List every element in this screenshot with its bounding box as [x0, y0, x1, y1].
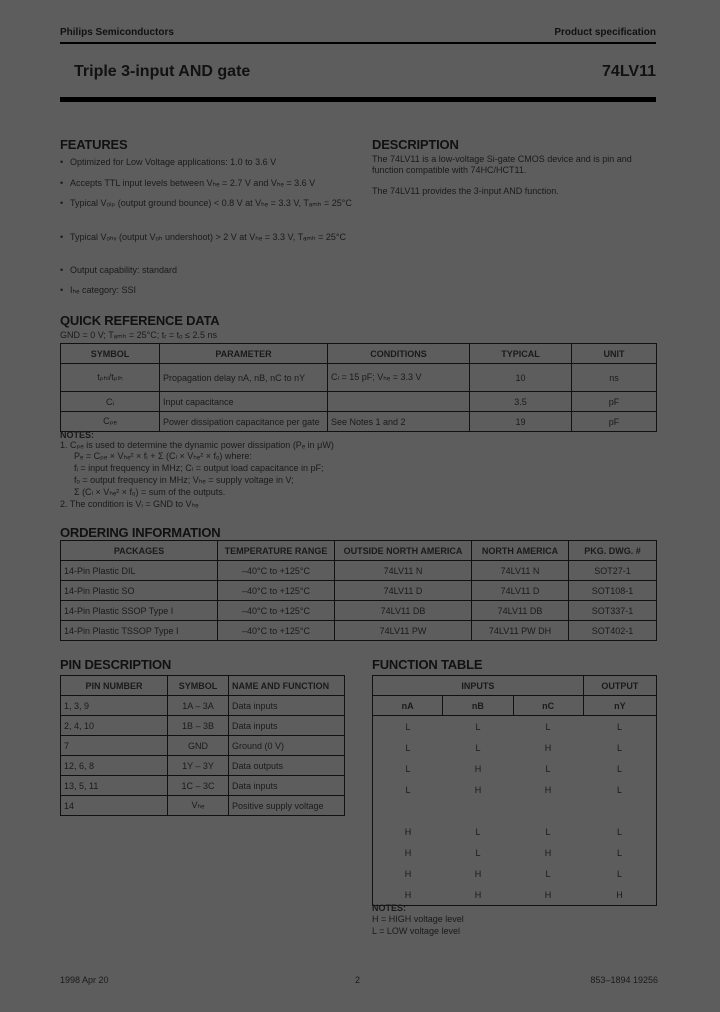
- feature-item: • Optimized for Low Voltage applications: 1.0 to 3.6 V: [70, 157, 355, 168]
- pin-desc-table: [60, 675, 345, 816]
- feature-item: • Typical Vₒₕᵥ (output Vₒₕ undershoot) > 2 V at Vₕₑ = 3.3 V, Tₐₘₕ = 25°C: [70, 232, 355, 243]
- cell: 74LV11 D: [472, 581, 569, 601]
- column-header: nB: [443, 696, 513, 716]
- cell: 74LV11 PW DH: [472, 621, 569, 641]
- table-header-row: [61, 676, 345, 696]
- quick-ref-note: Σ (Cₗ × Vₕₑ² × fₒ) = sum of the outputs.: [74, 487, 226, 497]
- description-heading: DESCRIPTION: [372, 137, 459, 152]
- cell: 2, 4, 10: [61, 716, 168, 736]
- cell: 1C – 3C: [168, 776, 229, 796]
- cell: See Notes 1 and 2: [328, 412, 470, 432]
- footer-date: 1998 Apr 20: [60, 975, 109, 985]
- feature-item: • Iₕₑ category: SSI: [70, 285, 355, 296]
- quick-ref-table: [60, 343, 657, 432]
- cell: 74LV11 PW: [335, 621, 472, 641]
- cell: L: [545, 721, 551, 732]
- table-row: [61, 736, 345, 756]
- cell: L: [545, 826, 551, 837]
- table-row: [61, 696, 345, 716]
- table-body: [373, 716, 657, 906]
- doc-type: Product specification: [554, 27, 656, 38]
- column-header: SYMBOL: [61, 344, 160, 364]
- table-row: [61, 581, 657, 601]
- title-rule: [60, 97, 656, 102]
- table-header-row: [373, 676, 657, 696]
- cell: 13, 5, 11: [61, 776, 168, 796]
- quick-ref-note: 2. The condition is Vᵢ = GND to Vₕₑ: [60, 499, 199, 509]
- function-note: L = LOW voltage level: [372, 926, 460, 936]
- column-header: PARAMETER: [160, 344, 328, 364]
- cell: H: [474, 868, 482, 879]
- table-row: [61, 776, 345, 796]
- quick-ref-note: Pₑ = Cₚₑ × Vₕₑ² × fᵢ + Σ (Cₗ × Vₕₑ² × fₒ) where:: [74, 451, 252, 461]
- cell: H: [616, 889, 623, 900]
- cell: L: [475, 742, 481, 753]
- quick-ref-note: fₒ = output frequency in MHz; Vₕₑ = supply voltage in V;: [74, 475, 294, 485]
- cell: H: [404, 889, 412, 900]
- cell: 19: [470, 412, 572, 432]
- cell: H: [544, 742, 552, 753]
- cell: Cᵢ: [61, 392, 160, 412]
- cell: tₚₕₗ/tₚₗₕ: [61, 364, 160, 392]
- cell: 3.5: [470, 392, 572, 412]
- cell: H: [544, 847, 552, 858]
- column-header: nC: [513, 696, 583, 716]
- footer-page-number: 2: [355, 975, 361, 985]
- feature-item: • Typical Vₒₗₚ (output ground bounce) < 0.8 V at Vₕₑ = 3.3 V, Tₐₘₕ = 25°C: [70, 198, 355, 209]
- table-header-row: [61, 344, 657, 364]
- cell: H: [474, 784, 482, 795]
- column-header: nA: [373, 696, 443, 716]
- cell: 14-Pin Plastic TSSOP Type I: [61, 621, 218, 641]
- column-header: PIN NUMBER: [61, 676, 168, 696]
- cell: pF: [572, 412, 657, 432]
- feature-item: • Accepts TTL input levels between Vₕₑ = 2.7 V and Vₕₑ = 3.6 V: [70, 178, 355, 189]
- cell: 12, 6, 8: [61, 756, 168, 776]
- inputs-group-header: INPUTS: [373, 676, 584, 696]
- cell: 14-Pin Plastic SO: [61, 581, 218, 601]
- column-header: UNIT: [572, 344, 657, 364]
- cell: 74LV11 DB: [472, 601, 569, 621]
- column-header: PKG. DWG. #: [569, 541, 657, 561]
- cell: Cₚₑ: [61, 412, 160, 432]
- description-p1: The 74LV11 is a low-voltage Si-gate CMOS device and is pin and function compatible with 74HC/HCT11.: [372, 154, 632, 175]
- cell: H: [404, 847, 412, 858]
- column-header: TYPICAL: [470, 344, 572, 364]
- table-header-row: [61, 541, 657, 561]
- column-header: NAME AND FUNCTION: [229, 676, 345, 696]
- quick-ref-conditions: GND = 0 V; Tₐₘₕ = 25°C; tᵣ = tₒ ≤ 2.5 ns: [60, 330, 217, 340]
- function-notes-title: NOTES:: [372, 903, 407, 913]
- cell: L: [616, 742, 622, 753]
- cell: Data outputs: [229, 756, 345, 776]
- cell: Vₕₑ: [168, 796, 229, 816]
- cell: SOT337-1: [569, 601, 657, 621]
- column-header: CONDITIONS: [328, 344, 470, 364]
- cell: 74LV11 N: [335, 561, 472, 581]
- cell: L: [616, 721, 622, 732]
- table-row: [61, 601, 657, 621]
- cell: 1Y – 3Y: [168, 756, 229, 776]
- quick-ref-heading: QUICK REFERENCE DATA: [60, 313, 220, 328]
- cell: ns: [572, 364, 657, 392]
- cell: Power dissipation capacitance per gate: [160, 412, 328, 432]
- cell: L: [616, 868, 622, 879]
- function-table-heading: FUNCTION TABLE: [372, 657, 483, 672]
- cell: 14: [61, 796, 168, 816]
- footer-doc-code: 853–1894 19256: [590, 975, 658, 985]
- cell: H: [544, 889, 552, 900]
- table-row: [61, 756, 345, 776]
- table-header-row: [373, 696, 657, 716]
- function-table-body: [373, 716, 657, 906]
- cell: Positive supply voltage: [229, 796, 345, 816]
- ordering-heading: ORDERING INFORMATION: [60, 525, 221, 540]
- cell: –40°C to +125°C: [218, 561, 335, 581]
- cell: –40°C to +125°C: [218, 581, 335, 601]
- table-row: [61, 364, 657, 392]
- cell: Cₗ = 15 pF; Vₕₑ = 3.3 V: [328, 364, 470, 392]
- table-row: [61, 621, 657, 641]
- cell: L: [405, 784, 411, 795]
- cell: L: [616, 826, 622, 837]
- cell: SOT108-1: [569, 581, 657, 601]
- cell: 1B – 3B: [168, 716, 229, 736]
- cell: L: [405, 721, 411, 732]
- cell: H: [474, 763, 482, 774]
- column-header: PACKAGES: [61, 541, 218, 561]
- cell: H: [404, 826, 412, 837]
- cell: L: [405, 742, 411, 753]
- cell: L: [616, 847, 622, 858]
- cell: GND: [168, 736, 229, 756]
- cell: Ground (0 V): [229, 736, 345, 756]
- cell: SOT402-1: [569, 621, 657, 641]
- cell: H: [474, 889, 482, 900]
- cell: L: [405, 763, 411, 774]
- cell: Data inputs: [229, 696, 345, 716]
- company-name: Philips Semiconductors: [60, 27, 174, 38]
- cell: –40°C to +125°C: [218, 601, 335, 621]
- cell: 74LV11 D: [335, 581, 472, 601]
- table-row: [61, 796, 345, 816]
- pin-desc-heading: PIN DESCRIPTION: [60, 657, 172, 672]
- cell: 7: [61, 736, 168, 756]
- cell: 74LV11 DB: [335, 601, 472, 621]
- cell: Data inputs: [229, 776, 345, 796]
- cell: Input capacitance: [160, 392, 328, 412]
- table-row: [61, 412, 657, 432]
- header-rule: [60, 42, 656, 44]
- cell: 74LV11 N: [472, 561, 569, 581]
- part-number: 74LV11: [602, 63, 656, 80]
- cell: 1A – 3A: [168, 696, 229, 716]
- cell: Propagation delay nA, nB, nC to nY: [160, 364, 328, 392]
- cell: SOT27-1: [569, 561, 657, 581]
- cell: L: [475, 826, 481, 837]
- function-note: H = HIGH voltage level: [372, 914, 464, 924]
- column-header: OUTSIDE NORTH AMERICA: [335, 541, 472, 561]
- cell: L: [616, 763, 622, 774]
- cell: Data inputs: [229, 716, 345, 736]
- cell: 14-Pin Plastic SSOP Type I: [61, 601, 218, 621]
- table-row: [61, 561, 657, 581]
- quick-ref-notes-title: NOTES:: [60, 430, 95, 440]
- features-heading: FEATURES: [60, 137, 128, 152]
- column-header: SYMBOL: [168, 676, 229, 696]
- ordering-table: [60, 540, 657, 641]
- cell: L: [545, 763, 551, 774]
- column-header: NORTH AMERICA: [472, 541, 569, 561]
- cell: 10: [470, 364, 572, 392]
- cell: 14-Pin Plastic DIL: [61, 561, 218, 581]
- quick-ref-note: fᵢ = input frequency in MHz; Cₗ = output load capacitance in pF;: [74, 463, 324, 473]
- cell: L: [545, 868, 551, 879]
- quick-ref-note: 1. Cₚₑ is used to determine the dynamic power dissipation (Pₑ in μW): [60, 440, 334, 450]
- table-row: [61, 716, 345, 736]
- description-p2: The 74LV11 provides the 3-input AND function.: [372, 186, 559, 196]
- cell: 1, 3, 9: [61, 696, 168, 716]
- cell: [328, 392, 470, 412]
- cell: H: [404, 868, 412, 879]
- column-header: TEMPERATURE RANGE: [218, 541, 335, 561]
- function-table: [372, 675, 657, 906]
- cell: –40°C to +125°C: [218, 621, 335, 641]
- cell: L: [475, 721, 481, 732]
- cell: L: [616, 784, 622, 795]
- cell: pF: [572, 392, 657, 412]
- column-header: nY: [583, 696, 656, 716]
- output-group-header: OUTPUT: [583, 676, 656, 696]
- feature-item: • Output capability: standard: [70, 265, 355, 276]
- table-row: [61, 392, 657, 412]
- cell: H: [544, 784, 552, 795]
- page-title: Triple 3-input AND gate: [74, 63, 251, 80]
- cell: L: [475, 847, 481, 858]
